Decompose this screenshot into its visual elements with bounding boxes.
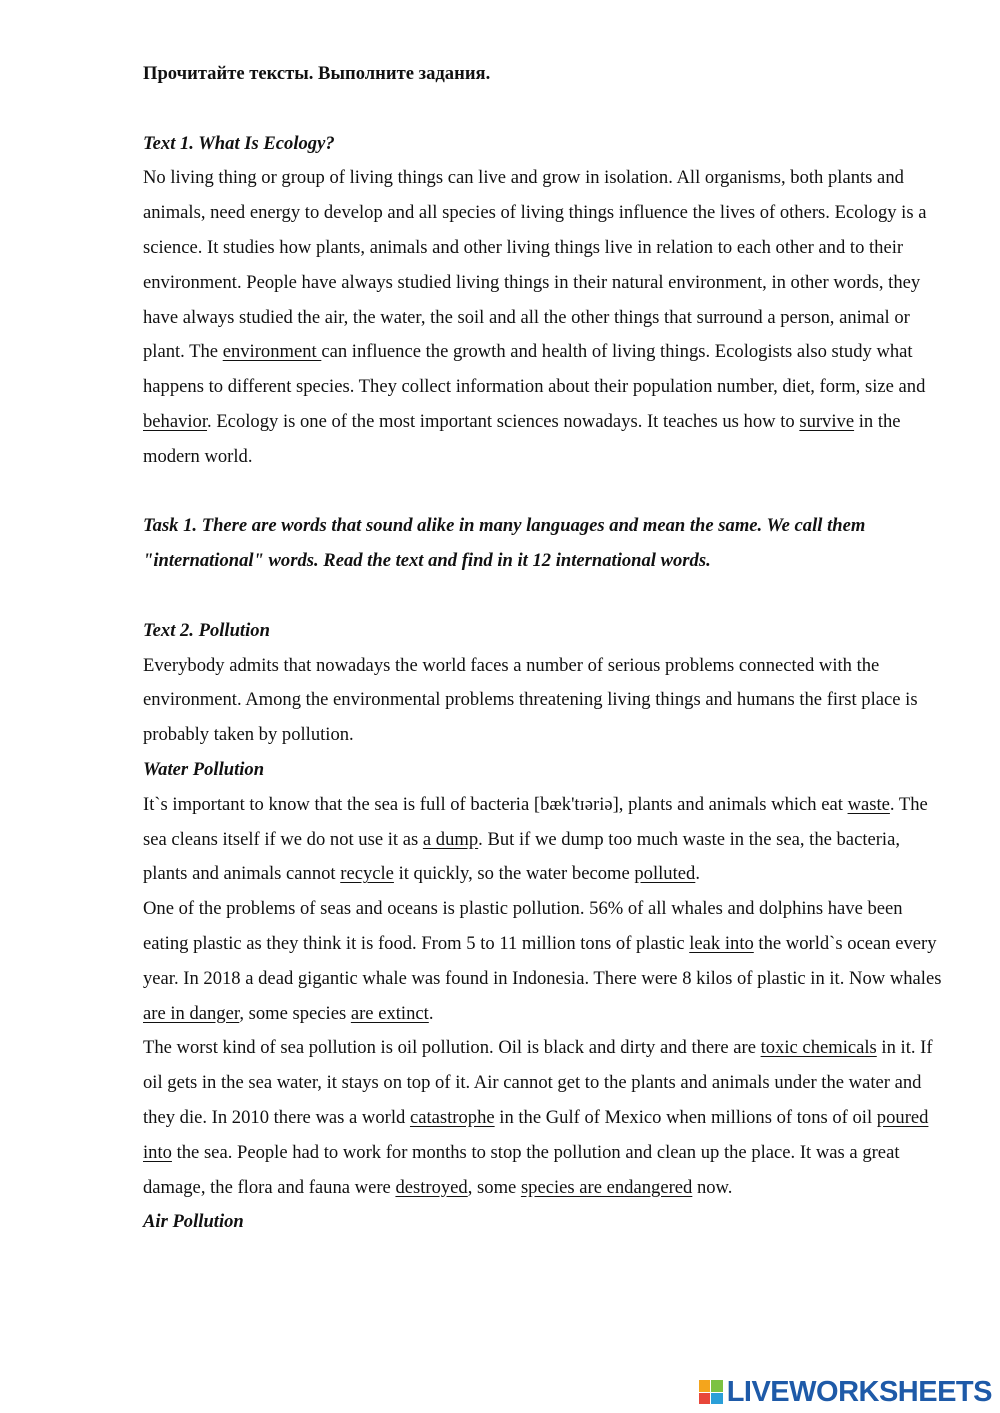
text1-title: Text 1. What Is Ecology? (143, 132, 335, 154)
underlined-word-dump: a dump (422, 828, 479, 850)
underlined-word-species-endangered: species are endangered (520, 1176, 693, 1198)
underlined-word-toxic-chemicals: toxic chemicals (760, 1037, 877, 1059)
text2-title: Text 2. Pollution (143, 619, 270, 641)
liveworksheets-logo-text: LIVEWORKSHEETS (726, 1376, 992, 1408)
liveworksheets-logo[interactable] (699, 1377, 992, 1407)
underlined-word-behavior: behavior (143, 410, 208, 432)
underlined-word-survive: survive (799, 410, 855, 432)
spacer (143, 579, 943, 614)
oil-pollution-paragraph: The worst kind of sea pollution is oil pollution. Oil is black and dirty and there are toxic chemicals in it. If oil gets in the sea water, it stays on top of it. Air cannot get to the plants and animals under the water and they die. In 2010 there was a world catastrophe in the Gulf of Mexico when millions of tons of oil poured into the sea. People had to work for months to stop the pollution and clean up the place. It was a great damage, the flora and fauna were destroyed, some species are endangered now. (143, 1037, 933, 1198)
instructions-heading: Прочитайте тексты. Выполните задания. (143, 63, 491, 84)
water-pollution-paragraph-1: It`s important to know that the sea is full of bacteria [bæk'tɪəriə], plants and animals which eat waste. The sea cleans itself if we do not use it as a dump. But if we dump too much waste in the sea, the bacteria, plants and animals cannot recycle it quickly, so the water become polluted. (143, 793, 928, 885)
underlined-word-catastrophe: catastrophe (409, 1106, 495, 1128)
underlined-word-waste: waste (847, 793, 890, 815)
text1-paragraph: No living thing or group of living things can live and grow in isolation. All organisms, both plants and animals, need energy to develop and all species of living things influence the lives of others. Ecology is a science. It studies how plants, animals and other living things live in relation to each other and to their environment. People have always studied living things in their natural environment, in other words, they have always studied the air, the water, the soil and all the other things that surround a person, animal or plant. The environment can influence the growth and health of living things. Ecologists also study what happens to different species. They collect information about their population number, diet, form, size and behavior. Ecology is one of the most important sciences nowadays. It teaches us how to survive in the modern world. (143, 167, 927, 467)
text2-intro: Everybody admits that nowadays the world faces a number of serious problems connected with the environment. Among the environmental problems threatening living things and humans the first place is probably taken by pollution. (143, 654, 918, 746)
underlined-word-leak-into: leak into (689, 932, 754, 954)
liveworksheets-logo-icon (699, 1380, 723, 1404)
water-pollution-title: Water Pollution (143, 758, 265, 780)
underlined-word-polluted: polluted (634, 863, 696, 885)
worksheet-page (143, 57, 943, 1240)
water-pollution-paragraph-2: One of the problems of seas and oceans is plastic pollution. 56% of all whales and dolphins have been eating plastic as they think it is food. From 5 to 11 million tons of plastic leak into the world`s ocean every year. In 2018 a dead gigantic whale was found in Indonesia. There were 8 kilos of plastic in it. Now whales are in danger, some species are extinct. (143, 898, 942, 1024)
spacer (143, 92, 943, 127)
air-pollution-title: Air Pollution (143, 1211, 244, 1233)
underlined-word-extinct: are extinct (350, 1002, 429, 1024)
underlined-word-destroyed: destroyed (395, 1176, 468, 1198)
task1-text: Task 1. There are words that sound alike in many languages and mean the same. We call them "international" words. Read the text and find in it 12 international words. (143, 515, 866, 572)
underlined-word-environment: environment (222, 341, 322, 363)
spacer (143, 475, 943, 510)
underlined-word-recycle: recycle (340, 863, 394, 885)
underlined-word-in-danger: are in danger (143, 1002, 240, 1024)
underlined-word-poured-into: poured into (143, 1106, 929, 1163)
